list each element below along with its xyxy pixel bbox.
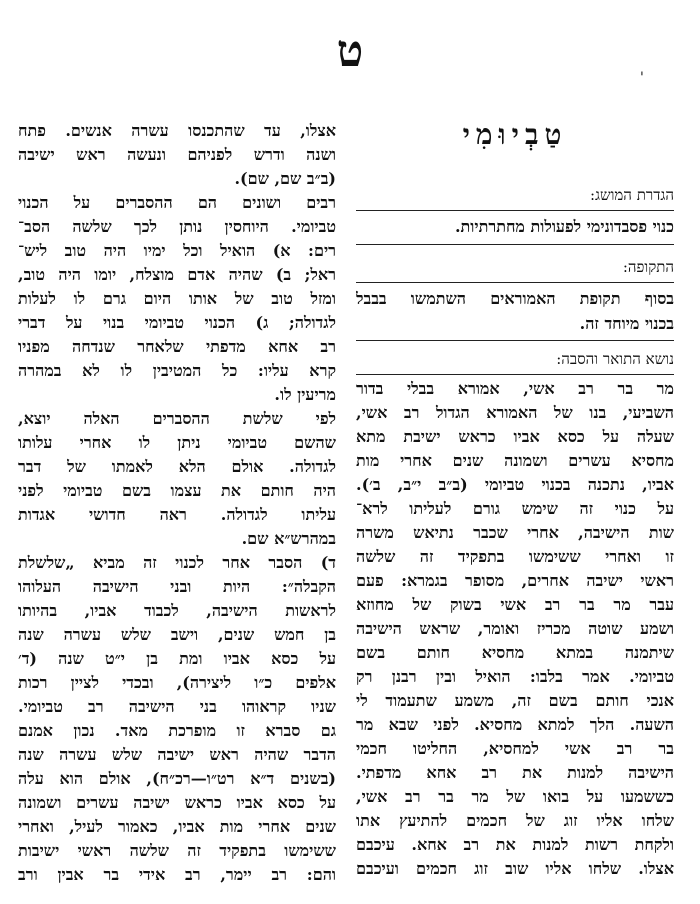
body-line: רבים ושונים הם ההסברים על הכנוי (18, 193, 336, 212)
period-line: בכנוי מיוחד זה. (579, 314, 674, 333)
body-line: מריעין לו. (274, 385, 336, 404)
period-label: התקופה: (622, 258, 674, 276)
body-line: בן חמש שנים, וישב שלש עשרה שנה (18, 625, 336, 644)
body-line: טביומי. היוחסין נותן לכך שלשה הסב־ (18, 217, 336, 236)
body-line: ושנה ודרש לפניהם ונעשה ראש ישיבה (18, 145, 336, 164)
left-column (18, 0, 336, 904)
body-line: אביו, נתכנה בכנוי טביומי (ב״ב י״ב, ב׳). (356, 475, 674, 494)
body-line: אלפים כ״ו ליצירה), ובכדי לציין רכות (18, 673, 336, 692)
definition-rule (356, 210, 674, 211)
body-line: כששמעו על בואו של מר בר רב אשי, (356, 787, 674, 806)
body-line: שניו קראוהו בני הישיבה רב טביומי. (18, 697, 336, 716)
body-line: עבר מר בר רב אשי בשוק של מחוזא (356, 595, 674, 614)
body-line: היה חותם את עצמו בשם טביומי לפני (18, 481, 336, 500)
definition-rule-bottom (356, 244, 674, 245)
body-line: מחסיא עשרים ושמונה שנים אחרי מות (356, 451, 674, 470)
body-line: ראל; ב) שהיה אדם מוצלח, יומו היה טוב, (18, 265, 336, 284)
body-line: זו ואחרי ששימשו בתפקיד זה שלשה (356, 547, 674, 566)
subject-label: נושא התואר והסבה: (556, 350, 674, 368)
body-line: ושמע שוטה מכריז ואומר, שראש הישיבה (356, 619, 674, 638)
body-line: קרא עליו: כל המטיבין לו לא במהרה (18, 361, 336, 380)
body-line: שיתמנה במתא מחסיא חותם בשם (356, 643, 674, 662)
body-line: הישיבה למנות את רב אחא מדפתי. (356, 763, 674, 782)
body-line: והם: רב יימר, רב אידי בר אבין ורב (18, 865, 336, 884)
body-line: הקבלה״: היות ובני הישיבה העלוהו (18, 577, 336, 596)
body-line: גם סברא זו מופרכת מאד. נכון אמנם (18, 721, 336, 740)
body-line: ששימשו בתפקיד זה שלשה ראשי ישיבות (18, 841, 336, 860)
period-rule-bottom (356, 340, 674, 341)
body-line: השעה. הלך למתא מחסיא. לפני שבא מר (356, 715, 674, 734)
body-line: בר רב אשי למחסיא, החליטו חכמי (356, 739, 674, 758)
body-line: ד) הסבר אחר לכנוי זה מביא „שלשלת (18, 553, 336, 572)
body-line: עליתו לגדולה. ראה חדושי אגדות (18, 505, 336, 524)
right-column (356, 0, 674, 904)
body-line: שהשם טביומי ניתן לו אחרי עלותו (18, 433, 336, 452)
body-line: רים: א) הואיל וכל ימיו היה טוב ליש־ (18, 241, 336, 260)
body-line: (ב״ב שם, שם). (234, 169, 336, 188)
period-rule (356, 282, 674, 283)
body-line: שנים אחרי מות אביו, כאמור לעיל, ואחרי (18, 817, 336, 836)
body-line: שות הישיבה, אחרי שכבר נתיאש משרה (356, 523, 674, 542)
body-line: במהרש״א שם. (241, 529, 336, 548)
body-line: רב אחא מדפתי שלאחר שנדחה מפניו (18, 337, 336, 356)
body-line: טביומי. אמר בלבו: הואיל ובין רבנן רק (356, 667, 674, 686)
definition-text: כנוי פסבדונימי לפעולות מחתרתיות. (454, 217, 674, 236)
body-line: (בשנים ד״א רט״ו—רכ״ח), אולם הוא עלה (18, 769, 336, 788)
subject-rule (356, 374, 674, 375)
body-line: אצלו, עד שהתכנסו עשרה אנשים. פתח (18, 121, 336, 140)
body-line: לפי שלשת ההסברים האלה יוצא, (18, 409, 336, 428)
body-line: ולקחת רשות למנות את רב אחא. עיכבם (356, 835, 674, 854)
corner-mark: ' (640, 70, 644, 86)
body-line: לגדולה; ג) הכנוי טביומי בנוי על דברי (18, 313, 336, 332)
body-line: לגדולה. אולם הלא לאמתו של דבר (18, 457, 336, 476)
body-line: אנכי חותם בשם זה, משמע שתעמוד לי (356, 691, 674, 710)
body-line: השביעי, בנו של האמורא הגדול רב אשי, (356, 403, 674, 422)
period-line: בסוף תקופת האמוראים השתמשו בבבל (356, 289, 674, 308)
page-letter: ט (336, 26, 364, 77)
entry-heading: טַבְיוּמִי (462, 118, 568, 151)
body-line: הדבר שהיה ראש ישיבה שלש עשרה שנה (18, 745, 336, 764)
body-line: על כנוי זה שימש גורם לעליתו לרא־ (356, 499, 674, 518)
body-line: לראשות הישיבה, לכבוד אביו, בהיותו (18, 601, 336, 620)
body-line: ומזל טוב של אותו היום גרם לו לעלות (18, 289, 336, 308)
body-line: על כסא אביו ומת בן י״ט שנה (ד׳ (18, 649, 336, 668)
definition-label: הגדרת המושג: (589, 186, 674, 204)
body-line: על כסא אביו כראש ישיבה עשרים ושמונה (18, 793, 336, 812)
body-line: מר בר רב אשי, אמורא בבלי בדור (356, 379, 674, 398)
body-line: ראשי ישיבה אחרים, מסופר בגמרא: פעם (356, 571, 674, 590)
body-line: שעלה על כסא אביו כראש ישיבת מתא (356, 427, 674, 446)
body-line: שלחו אליו זוג של חכמים להתיעץ אתו (356, 811, 674, 830)
body-line: אצלו. שלחו אליו שוב זוג חכמים ועיכבם (356, 859, 674, 878)
